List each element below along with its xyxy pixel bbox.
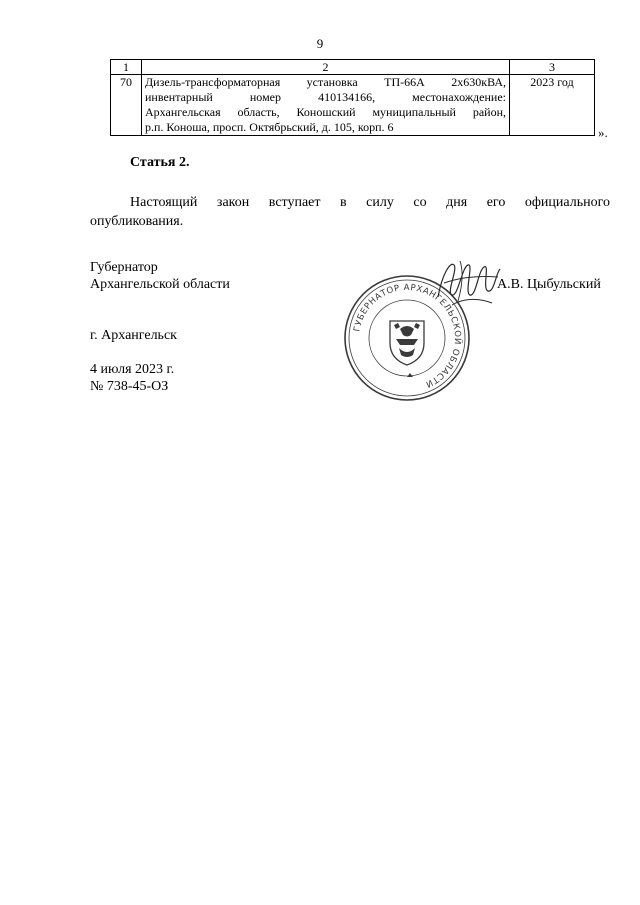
property-table	[110, 59, 595, 136]
governor-title: Губернатор	[90, 260, 158, 275]
article-body-line: Настоящий закон вступает в силу со дня его официального	[130, 195, 610, 210]
page-number: 9	[316, 36, 324, 51]
signature-icon	[432, 253, 504, 313]
governor-region: Архангельской области	[90, 277, 230, 292]
description-line: р.п. Коноша, просп. Октябрьский, д. 105, корп. 6	[145, 120, 394, 134]
row-year-cell: 2023 год	[510, 75, 595, 136]
table-header-cell: 3	[510, 60, 595, 75]
description-line: Архангельская область, Коношский муниципальный район,	[145, 105, 506, 119]
seal-ring-text: ГУБЕРНАТОР АРХАНГЕЛЬСКОЙ ОБЛАСТИ	[352, 282, 463, 390]
city-line: г. Архангельск	[90, 328, 177, 343]
closing-quote: ».	[598, 125, 608, 140]
row-description-cell	[142, 75, 510, 136]
law-number: № 738-45-ОЗ	[90, 379, 169, 394]
description-line: инвентарный номер 410134166, местонахождение:	[145, 90, 506, 104]
table-row	[111, 75, 595, 136]
row-number-cell: 70	[111, 75, 142, 136]
description-line: Дизель-трансформаторная установка ТП-66А 2х630кВА,	[145, 75, 506, 89]
article-heading: Статья 2.	[130, 155, 190, 170]
governor-name: А.В. Цыбульский	[497, 277, 601, 292]
table-header-cell: 1	[111, 60, 142, 75]
table-header-row	[111, 60, 595, 75]
table-header-cell: 2	[142, 60, 510, 75]
article-body	[90, 193, 610, 231]
article-body-line: опубликования.	[90, 214, 184, 229]
date-line: 4 июля 2023 г.	[90, 362, 175, 377]
